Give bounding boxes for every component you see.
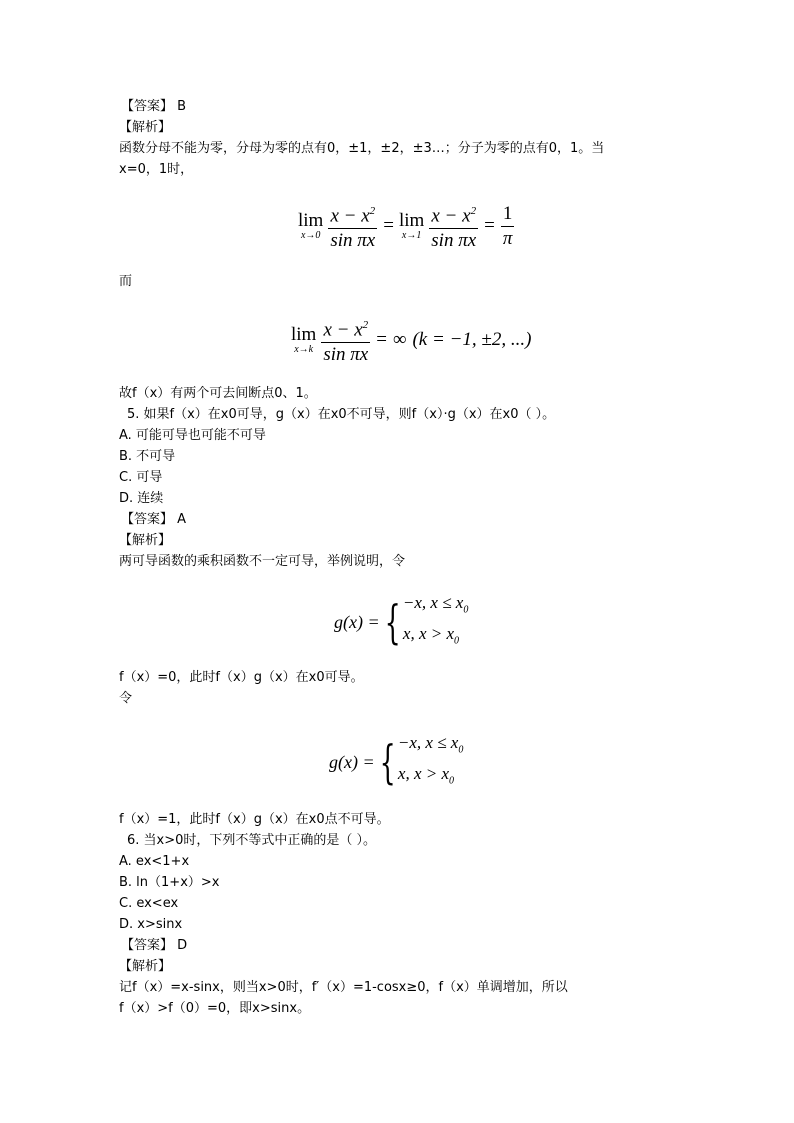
analysis-label: 【解析】 [119,533,172,548]
analysis-text: f（x）>f（0）=0，即x>sinx。 [119,1001,311,1016]
option-a: A. 可能可导也可能不可导 [119,428,266,443]
analysis-label: 【解析】 [119,120,172,135]
piecewise-g-2: g(x) = { −x, $x \le x_0$ x, $x > x_0$ [329,733,464,790]
option-a: A. ex<1+x [119,854,190,869]
piecewise-g-1: g(x) = { −x, $x \le x_0$ x, $x > x_0$ [334,593,469,650]
option-b: B. ln（1+x）>x [119,875,220,890]
analysis-text: 记f（x）=x-sinx，则当x>0时，f′（x）=1-cosx≥0，f（x）单调增加，所以 [119,980,568,995]
analysis-label: 【解析】 [119,959,172,974]
option-b: B. 不可导 [119,449,176,464]
analysis-text: 两可导函数的乘积函数不一定可导，举例说明，令 [119,554,406,569]
answer-line: 【答案】 A [121,512,187,527]
analysis-text: 而 [119,274,133,289]
analysis-text: f（x）=1，此时f（x）g（x）在x0点不可导。 [119,812,390,827]
answer-line: 【答案】 B [121,99,187,114]
analysis-text: 故f（x）有两个可去间断点0、1。 [119,386,317,401]
analysis-text: 令 [119,691,133,706]
option-d: D. x>sinx [119,917,183,932]
limit-equation-1: lim x→0 $\frac{x - x^2}{\text{sin πx}}$ = lim x→1 $\frac{x - x^2}{\text{sin πx}}$ = $\frac{1}{\pi}$ [298,202,513,252]
analysis-text: x=0，1时， [119,162,194,177]
analysis-text: 函数分母不能为零，分母为零的点有0，±1，±2，±3…；分子为零的点有0，1。当 [119,141,605,156]
question-6: 6. 当x>0时，下列不等式中正确的是（ ）。 [127,833,377,848]
question-5: 5. 如果f（x）在x0可导，g（x）在x0不可导，则f（x）·g（x）在x0（ ）。 [127,407,556,422]
answer-line: 【答案】 D [121,938,188,953]
analysis-text: f（x）=0，此时f（x）g（x）在x0可导。 [119,670,364,685]
option-d: D. 连续 [119,491,164,506]
limit-equation-2: lim x→k $\frac{x - x^2}{\text{sin πx}}$ = ∞ (k = −1, ±2, ...) [291,319,532,366]
option-c: C. ex<ex [119,896,179,911]
option-c: C. 可导 [119,470,163,485]
